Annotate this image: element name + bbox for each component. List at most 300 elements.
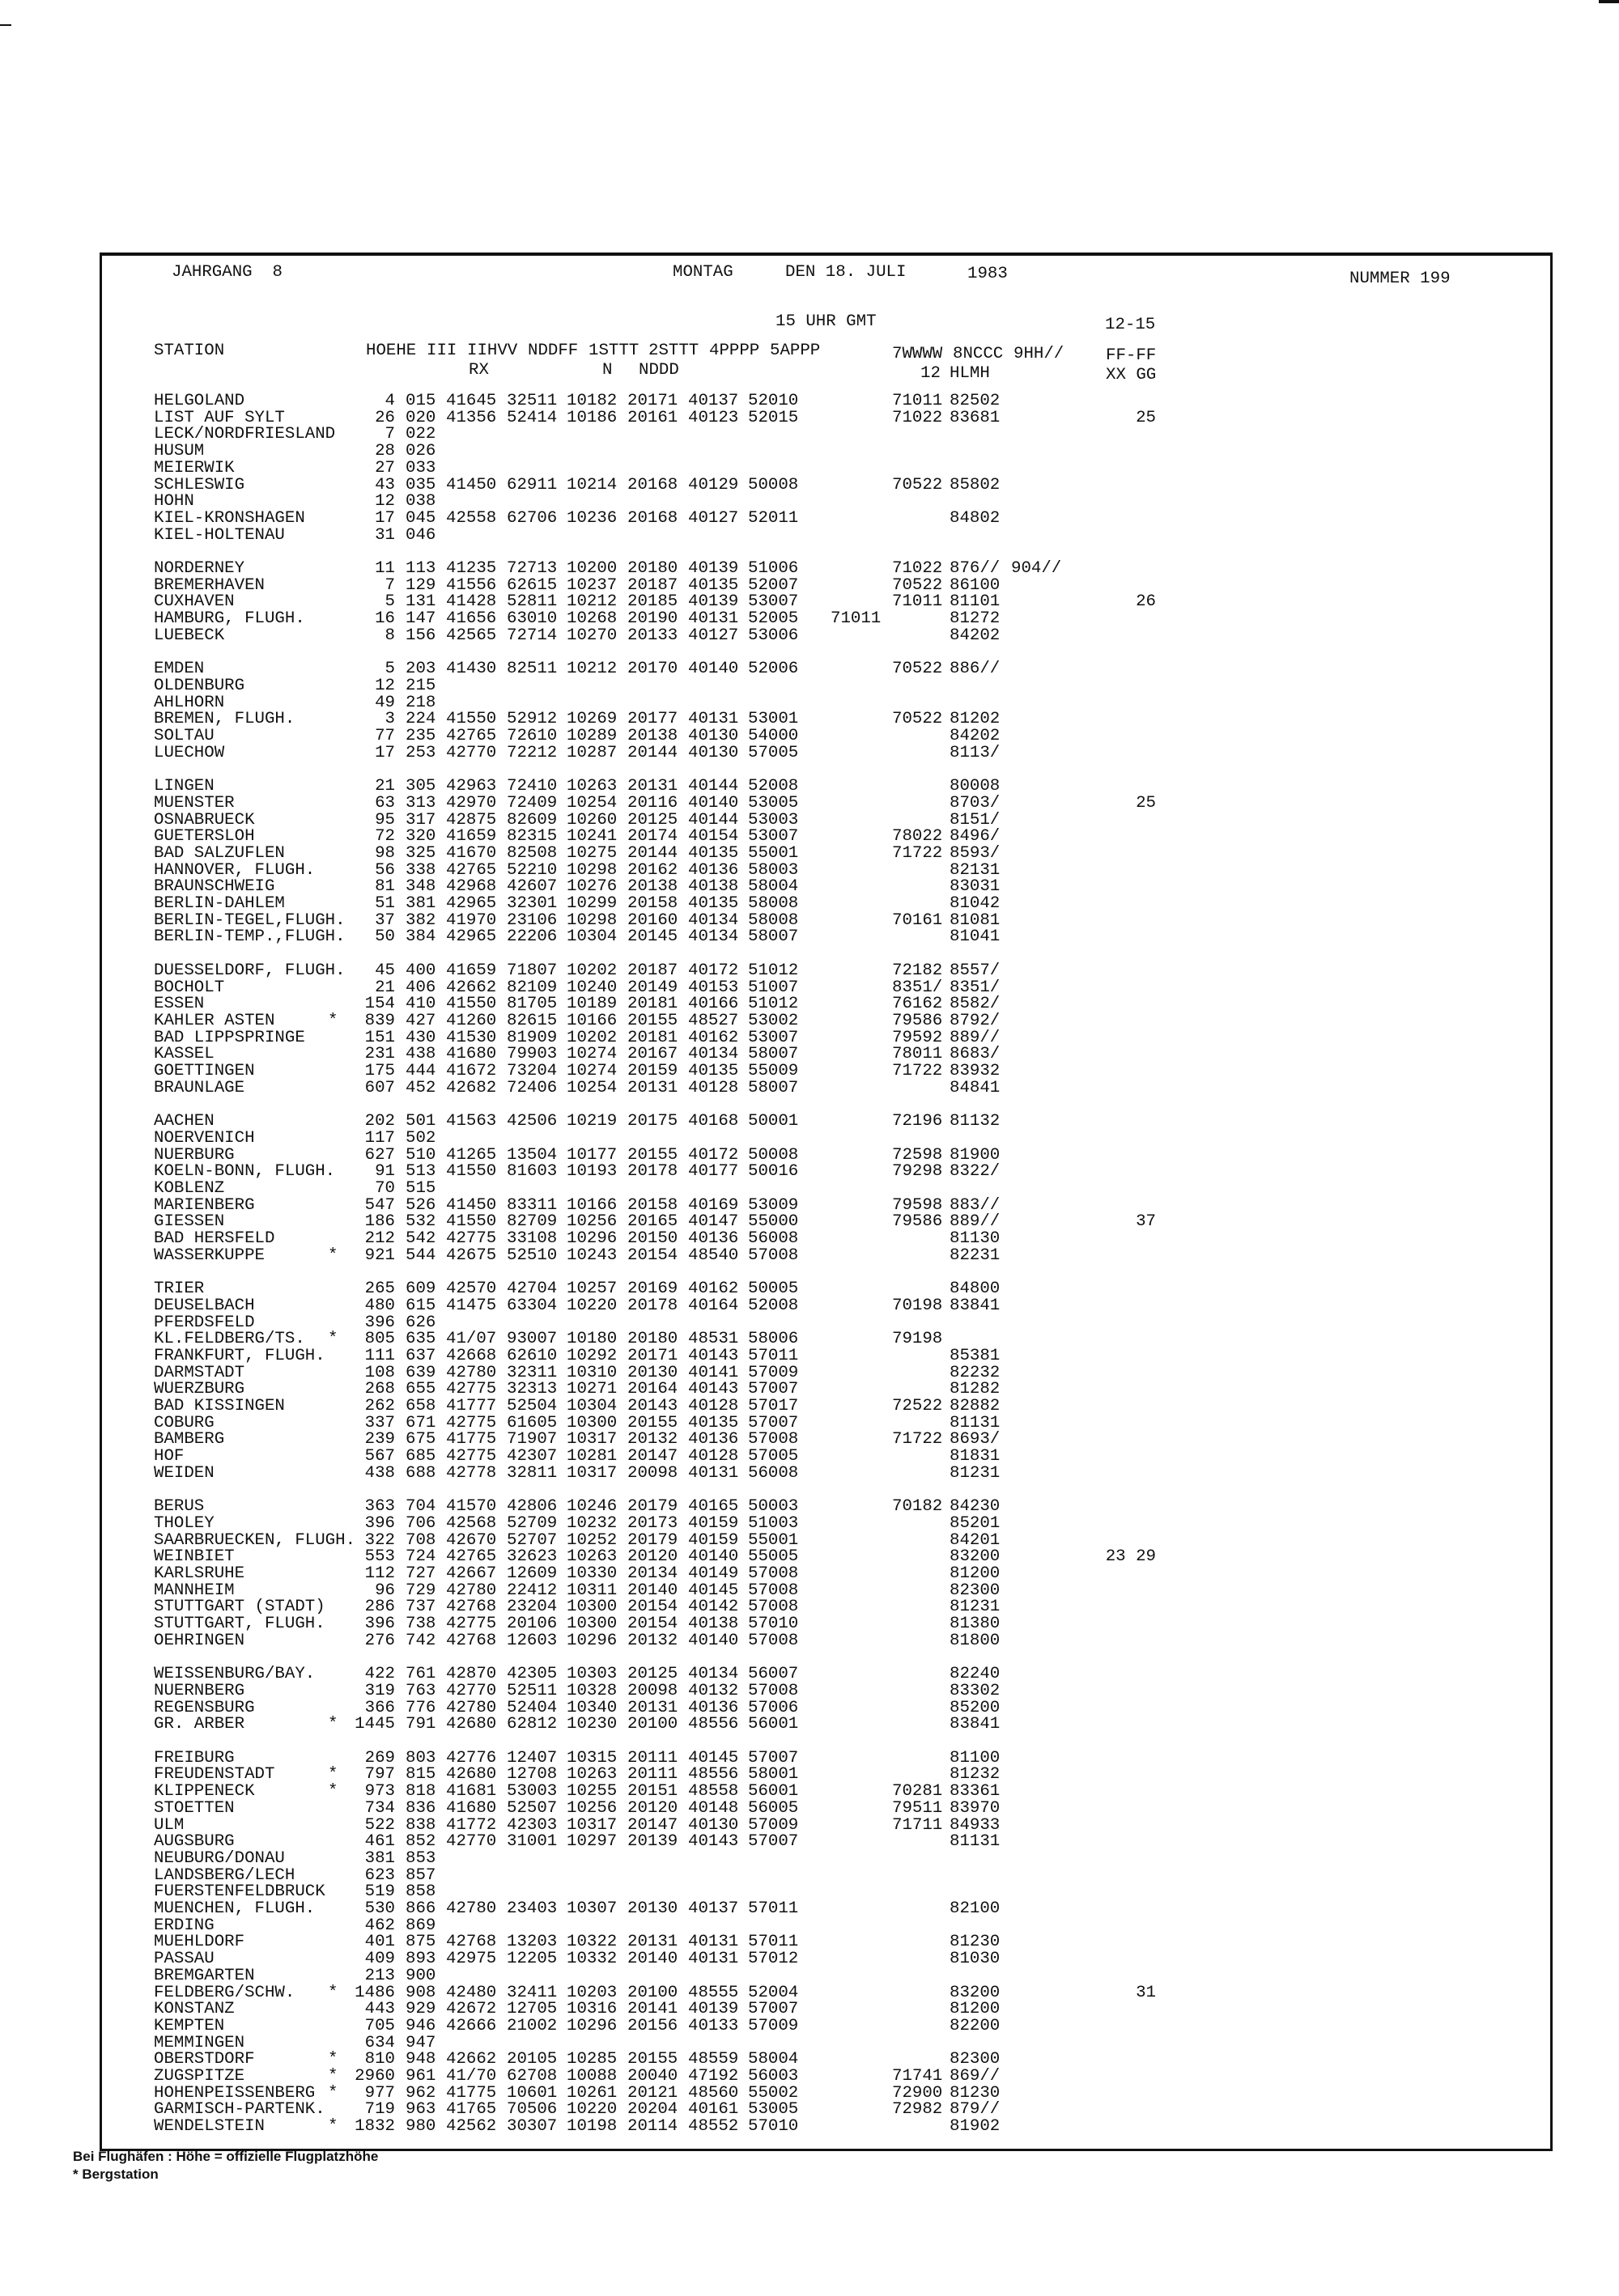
- group-4pppp: 40159: [688, 1513, 739, 1533]
- station-name: OLDENBURG: [154, 676, 245, 695]
- station-name: HELGOLAND: [154, 392, 245, 410]
- group-2sttt: 20154: [627, 1598, 678, 1617]
- iihvv: 42662: [446, 978, 497, 997]
- station-name: KOELN-BONN, FLUGH.: [154, 1162, 336, 1182]
- group-9hh: 904//: [1011, 559, 1062, 578]
- mountain-station-marker: *: [328, 2050, 338, 2069]
- hoehe: 175: [364, 1062, 395, 1080]
- iii: 235: [406, 727, 436, 745]
- hoehe: 438: [364, 1463, 395, 1483]
- col-header-nddff: NDDFF: [528, 342, 579, 360]
- group-1sttt: 10261: [567, 2083, 618, 2103]
- group-8nccc: 81131: [950, 1413, 1001, 1432]
- group-7wwww: 71722: [892, 843, 943, 863]
- group-1sttt: 10220: [567, 2100, 618, 2120]
- iii: 215: [406, 676, 436, 695]
- group-4pppp: 40135: [688, 894, 739, 913]
- nddff: 71907: [507, 1430, 558, 1449]
- group-1sttt: 10316: [567, 2000, 618, 2019]
- group-5appp: 55000: [748, 1212, 799, 1232]
- group-8nccc: 889//: [950, 1212, 1001, 1232]
- group-1sttt: 10214: [567, 475, 618, 494]
- station-name: BRAUNSCHWEIG: [154, 877, 275, 897]
- iii: 838: [406, 1815, 436, 1835]
- iii: 853: [406, 1848, 436, 1868]
- iii: 532: [406, 1212, 436, 1232]
- nddff: 22412: [507, 1581, 558, 1600]
- station-name: BOCHOLT: [154, 978, 225, 997]
- hoehe: 212: [364, 1229, 395, 1248]
- hoehe: 401: [364, 1933, 395, 1952]
- nddff: 81909: [507, 1028, 558, 1047]
- group-8nccc: 86100: [950, 575, 1001, 595]
- nddff: 32301: [507, 894, 558, 913]
- group-5appp: 53007: [748, 827, 799, 847]
- iii: 382: [406, 910, 436, 930]
- iii: 908: [406, 1983, 436, 2002]
- ff-gg: 31: [1136, 1983, 1156, 2002]
- hoehe: 805: [364, 1330, 395, 1349]
- group-7wwww: 70161: [892, 910, 943, 930]
- station-name: HOHN: [154, 492, 194, 511]
- station-name: HOHENPEISSENBERG: [154, 2083, 316, 2103]
- nddff: 12205: [507, 1950, 558, 1969]
- group-8nccc: 82232: [950, 1363, 1001, 1382]
- station-name: TRIER: [154, 1280, 205, 1299]
- nddff: 72409: [507, 793, 558, 813]
- iihvv: 41680: [446, 1045, 497, 1064]
- iihvv: 42768: [446, 1933, 497, 1952]
- station-name: FREUDENSTADT: [154, 1765, 275, 1785]
- nddff: 10601: [507, 2083, 558, 2103]
- group-4pppp: 40143: [688, 1346, 739, 1365]
- group-2sttt: 20132: [627, 1631, 678, 1650]
- hoehe: 11: [375, 559, 395, 578]
- station-name: LIST AUF SYLT: [154, 408, 285, 427]
- iihvv: 41550: [446, 1212, 497, 1232]
- iihvv: 41645: [446, 392, 497, 410]
- hoehe: 43: [375, 475, 395, 494]
- group-4pppp: 40138: [688, 1615, 739, 1634]
- nddff: 52912: [507, 710, 558, 729]
- period-label: 12-15: [1105, 316, 1156, 334]
- observation-time: 15 UHR GMT: [776, 312, 877, 331]
- hoehe: 286: [364, 1598, 395, 1617]
- group-1sttt: 10236: [567, 508, 618, 528]
- iii: 818: [406, 1782, 436, 1802]
- hoehe: 21: [375, 777, 395, 796]
- iihvv: 41556: [446, 575, 497, 595]
- iii: 929: [406, 2000, 436, 2019]
- iii: 671: [406, 1413, 436, 1432]
- group-5appp: 57011: [748, 1899, 799, 1918]
- nddff: 52511: [507, 1681, 558, 1700]
- hoehe: 202: [364, 1112, 395, 1131]
- group-8nccc: 8703/: [950, 793, 1001, 813]
- group-8nccc: 82882: [950, 1397, 1001, 1415]
- group-4pppp: 40148: [688, 1798, 739, 1818]
- mountain-station-marker: *: [328, 1011, 338, 1030]
- group-5appp: 52007: [748, 575, 799, 595]
- group-7wwww: 79298: [892, 1162, 943, 1182]
- hoehe: 265: [364, 1280, 395, 1299]
- group-2sttt: 20098: [627, 1681, 678, 1700]
- group-8nccc: 82131: [950, 860, 1001, 880]
- group-1sttt: 10315: [567, 1748, 618, 1768]
- group-2sttt: 20204: [627, 2100, 678, 2120]
- group-5appp: 52008: [748, 777, 799, 796]
- group-5appp: 56005: [748, 1798, 799, 1818]
- group-4pppp: 40145: [688, 1581, 739, 1600]
- group-7wwww: 70522: [892, 660, 943, 679]
- group-5appp: 57008: [748, 1631, 799, 1650]
- iihvv: 42765: [446, 1547, 497, 1567]
- group-4pppp: 40137: [688, 1899, 739, 1918]
- col-subheader-xx-gg: XX GG: [1106, 366, 1157, 384]
- hoehe: 21: [375, 978, 395, 997]
- group-5appp: 56008: [748, 1229, 799, 1248]
- station-name: EMDEN: [154, 660, 205, 679]
- group-5appp: 55002: [748, 2083, 799, 2103]
- station-name: STUTTGART (STADT): [154, 1598, 325, 1617]
- iii: 857: [406, 1865, 436, 1885]
- iihvv: 41235: [446, 559, 497, 578]
- group-7wwww: 79586: [892, 1212, 943, 1232]
- group-8nccc: 80008: [950, 777, 1001, 796]
- group-4pppp: 40172: [688, 961, 739, 980]
- group-8nccc: 83970: [950, 1798, 1001, 1818]
- group-4pppp: 40127: [688, 508, 739, 528]
- group-4pppp: 40129: [688, 475, 739, 494]
- hoehe: 623: [364, 1865, 395, 1885]
- group-5appp: 50008: [748, 475, 799, 494]
- col-header-8nccc: 8NCCC: [953, 345, 1004, 363]
- group-5appp: 54000: [748, 727, 799, 745]
- footnote-mountain-station: * Bergstation: [73, 2167, 159, 2182]
- group-2sttt: 20175: [627, 1112, 678, 1131]
- group-4pppp: 40161: [688, 2100, 739, 2120]
- group-1sttt: 10317: [567, 1463, 618, 1483]
- group-8nccc: 81042: [950, 894, 1001, 913]
- hoehe: 7: [385, 575, 395, 595]
- iihvv: 42682: [446, 1078, 497, 1097]
- year-label: 1983: [967, 265, 1008, 283]
- hoehe: 366: [364, 1698, 395, 1717]
- group-5appp: 57008: [748, 1681, 799, 1700]
- station-name: OEHRINGEN: [154, 1631, 245, 1650]
- group-1sttt: 10271: [567, 1380, 618, 1399]
- iii: 852: [406, 1832, 436, 1852]
- iii: 253: [406, 743, 436, 762]
- col-subheader-n: N: [602, 361, 613, 380]
- iihvv: 41659: [446, 827, 497, 847]
- group-2sttt: 20139: [627, 1832, 678, 1852]
- nddff: 72713: [507, 559, 558, 578]
- group-1sttt: 10186: [567, 408, 618, 427]
- station-name: GUETERSLOH: [154, 827, 255, 847]
- hoehe: 839: [364, 1011, 395, 1030]
- nddff: 52707: [507, 1530, 558, 1550]
- iihvv: 41428: [446, 592, 497, 612]
- col-header-9hh: 9HH//: [1013, 345, 1064, 363]
- group-4pppp: 40130: [688, 1815, 739, 1835]
- group-4pppp: 40169: [688, 1195, 739, 1215]
- group-8nccc: 8582/: [950, 995, 1001, 1014]
- group-1sttt: 10254: [567, 793, 618, 813]
- group-1sttt: 10296: [567, 1229, 618, 1248]
- group-2sttt: 20170: [627, 660, 678, 679]
- group-4pppp: 40142: [688, 1598, 739, 1617]
- nddff: 33108: [507, 1229, 558, 1248]
- station-name: NUERBURG: [154, 1145, 235, 1165]
- hoehe: 108: [364, 1363, 395, 1382]
- group-7wwww: 71722: [892, 1062, 943, 1080]
- group-4pppp: 40130: [688, 727, 739, 745]
- nddff: 12708: [507, 1765, 558, 1785]
- hoehe: 50: [375, 927, 395, 947]
- volume-label: JAHRGANG 8: [172, 263, 283, 282]
- group-4pppp: 40143: [688, 1380, 739, 1399]
- nddff: 12705: [507, 2000, 558, 2019]
- iihvv: 41656: [446, 609, 497, 629]
- nddff: 93007: [507, 1330, 558, 1349]
- group-4pppp: 40177: [688, 1162, 739, 1182]
- group-2sttt: 20173: [627, 1513, 678, 1533]
- iihvv: 42672: [446, 2000, 497, 2019]
- iihvv: 41765: [446, 2100, 497, 2120]
- iii: 704: [406, 1497, 436, 1517]
- group-8nccc: 82502: [950, 392, 1001, 410]
- station-name: HAMBURG, FLUGH.: [154, 609, 305, 629]
- iihvv: 41430: [446, 660, 497, 679]
- group-5appp: 51012: [748, 995, 799, 1014]
- iii: 724: [406, 1547, 436, 1567]
- group-4pppp: 40165: [688, 1497, 739, 1517]
- nddff: 62812: [507, 1715, 558, 1734]
- group-4pppp: 40137: [688, 392, 739, 410]
- group-2sttt: 20140: [627, 1950, 678, 1969]
- group-4pppp: 48556: [688, 1715, 739, 1734]
- iii: 444: [406, 1062, 436, 1080]
- hoehe: 810: [364, 2050, 395, 2069]
- mountain-station-marker: *: [328, 1715, 338, 1734]
- group-7wwww: 72182: [892, 961, 943, 980]
- group-2sttt: 20120: [627, 1547, 678, 1567]
- iihvv: 42568: [446, 1513, 497, 1533]
- station-name: BERLIN-TEMP.,FLUGH.: [154, 927, 346, 947]
- group-5appp: 52015: [748, 408, 799, 427]
- hoehe: 977: [364, 2083, 395, 2103]
- group-5appp: 55005: [748, 1547, 799, 1567]
- hoehe: 519: [364, 1882, 395, 1902]
- hoehe: 70: [375, 1178, 395, 1198]
- group-1sttt: 10297: [567, 1832, 618, 1852]
- hoehe: 480: [364, 1296, 395, 1315]
- group-8nccc: 81800: [950, 1631, 1001, 1650]
- group-8nccc: 81200: [950, 1564, 1001, 1583]
- iihvv: 42667: [446, 1564, 497, 1583]
- group-5appp: 57005: [748, 1447, 799, 1466]
- group-2sttt: 20120: [627, 1798, 678, 1818]
- nddff: 72410: [507, 777, 558, 796]
- station-name: KL.FELDBERG/TS.: [154, 1330, 305, 1349]
- col-header-1sttt: 1STTT: [589, 342, 640, 360]
- station-name: WUERZBURG: [154, 1380, 245, 1399]
- group-5appp: 50016: [748, 1162, 799, 1182]
- station-name: PFERDSFELD: [154, 1313, 255, 1332]
- group-2sttt: 20181: [627, 1028, 678, 1047]
- group-5appp: 58006: [748, 1330, 799, 1349]
- iii: 961: [406, 2067, 436, 2086]
- iii: 224: [406, 710, 436, 729]
- station-name: MUEHLDORF: [154, 1933, 245, 1952]
- group-2sttt: 20154: [627, 1615, 678, 1634]
- hoehe: 322: [364, 1530, 395, 1550]
- iihvv: 42570: [446, 1280, 497, 1299]
- ff-gg: 25: [1136, 793, 1156, 813]
- iii: 438: [406, 1045, 436, 1064]
- group-5appp: 53005: [748, 2100, 799, 2120]
- iii: 035: [406, 475, 436, 494]
- group-4pppp: 40162: [688, 1028, 739, 1047]
- group-8nccc: 81081: [950, 910, 1001, 930]
- hoehe: 7: [385, 425, 395, 444]
- group-7wwww: 71011: [892, 392, 943, 410]
- group-4pppp: 40147: [688, 1212, 739, 1232]
- group-2sttt: 20132: [627, 1430, 678, 1449]
- group-2sttt: 20130: [627, 1899, 678, 1918]
- group-2sttt: 20155: [627, 2050, 678, 2069]
- nddff: 71807: [507, 961, 558, 980]
- station-name: BAD KISSINGEN: [154, 1397, 285, 1415]
- nddff: 81603: [507, 1162, 558, 1182]
- hoehe: 51: [375, 894, 395, 913]
- iihvv: 42970: [446, 793, 497, 813]
- station-name: NEUBURG/DONAU: [154, 1848, 285, 1868]
- group-8nccc: 886//: [950, 660, 1001, 679]
- group-5appp: 58001: [748, 1765, 799, 1785]
- iii: 131: [406, 592, 436, 612]
- group-2sttt: 20156: [627, 2016, 678, 2035]
- group-8nccc: 85200: [950, 1698, 1001, 1717]
- station-name: KEMPTEN: [154, 2016, 225, 2035]
- group-8nccc: 83302: [950, 1681, 1001, 1700]
- group-5appp: 57008: [748, 1598, 799, 1617]
- group-2sttt: 20154: [627, 1246, 678, 1265]
- iii: 320: [406, 827, 436, 847]
- group-1sttt: 10330: [567, 1564, 618, 1583]
- hoehe: 231: [364, 1045, 395, 1064]
- group-8nccc: 8351/: [950, 978, 1001, 997]
- group-5appp: 56001: [748, 1715, 799, 1734]
- issue-number: NUMMER 199: [1349, 269, 1451, 288]
- group-5appp: 57017: [748, 1397, 799, 1415]
- group-8nccc: 81282: [950, 1380, 1001, 1399]
- group-1sttt: 10322: [567, 1933, 618, 1952]
- hoehe: 49: [375, 693, 395, 712]
- iii: 815: [406, 1765, 436, 1785]
- group-8nccc: 8151/: [950, 810, 1001, 830]
- group-5appp: 58003: [748, 860, 799, 880]
- hoehe: 17: [375, 743, 395, 762]
- nddff: 72212: [507, 743, 558, 762]
- group-8nccc: 82240: [950, 1665, 1001, 1684]
- group-1sttt: 10289: [567, 727, 618, 745]
- station-name: NORDERNEY: [154, 559, 245, 578]
- station-name: LUEBECK: [154, 626, 225, 645]
- group-2sttt: 20165: [627, 1212, 678, 1232]
- group-8nccc: 81101: [950, 592, 1001, 612]
- nddff: 79903: [507, 1045, 558, 1064]
- iii: 038: [406, 492, 436, 511]
- nddff: 82609: [507, 810, 558, 830]
- hoehe: 31: [375, 525, 395, 545]
- group-1sttt: 10263: [567, 777, 618, 796]
- iii: 946: [406, 2016, 436, 2035]
- station-name: KLIPPENECK: [154, 1782, 255, 1802]
- hoehe: 12: [375, 492, 395, 511]
- station-name: MEMMINGEN: [154, 2033, 245, 2052]
- iii: 947: [406, 2033, 436, 2052]
- iihvv: 41265: [446, 1145, 497, 1165]
- nddff: 22206: [507, 927, 558, 947]
- group-5appp: 50008: [748, 1145, 799, 1165]
- mountain-station-marker: *: [328, 2117, 338, 2137]
- group-2sttt: 20147: [627, 1815, 678, 1835]
- group-2sttt: 20140: [627, 1581, 678, 1600]
- station-name: KASSEL: [154, 1045, 215, 1064]
- iii: 761: [406, 1665, 436, 1684]
- group-8nccc: 83200: [950, 1983, 1001, 2002]
- hoehe: 627: [364, 1145, 395, 1165]
- group-8nccc: 869//: [950, 2067, 1001, 2086]
- iii: 948: [406, 2050, 436, 2069]
- group-4pppp: 40144: [688, 810, 739, 830]
- hoehe: 63: [375, 793, 395, 813]
- group-1sttt: 10300: [567, 1413, 618, 1432]
- iii: 706: [406, 1513, 436, 1533]
- group-8nccc: 81200: [950, 2000, 1001, 2019]
- group-2sttt: 20131: [627, 1933, 678, 1952]
- iii: 626: [406, 1313, 436, 1332]
- group-4pppp: 40136: [688, 1229, 739, 1248]
- group-5appp: 57008: [748, 1564, 799, 1583]
- iihvv: 42968: [446, 877, 497, 897]
- nddff: 73204: [507, 1062, 558, 1080]
- group-1sttt: 10285: [567, 2050, 618, 2069]
- hoehe: 5: [385, 592, 395, 612]
- group-1sttt: 10299: [567, 894, 618, 913]
- col-header-7wwww: 7WWWW: [892, 345, 943, 363]
- group-5appp: 55009: [748, 1062, 799, 1080]
- hoehe: 37: [375, 910, 395, 930]
- hoehe: 276: [364, 1631, 395, 1650]
- group-8nccc: 81130: [950, 1229, 1001, 1248]
- hoehe: 422: [364, 1665, 395, 1684]
- mountain-station-marker: *: [328, 1246, 338, 1265]
- station-name: KIEL-KRONSHAGEN: [154, 508, 305, 528]
- nddff: 61605: [507, 1413, 558, 1432]
- group-8nccc: 83932: [950, 1062, 1001, 1080]
- group-1sttt: 10311: [567, 1581, 618, 1600]
- nddff: 72714: [507, 626, 558, 645]
- iihvv: 41777: [446, 1397, 497, 1415]
- group-5appp: 52011: [748, 508, 799, 528]
- nddff: 52709: [507, 1513, 558, 1533]
- group-8nccc: 82300: [950, 1581, 1001, 1600]
- group-5appp: 57007: [748, 1380, 799, 1399]
- group-5appp: 57011: [748, 1346, 799, 1365]
